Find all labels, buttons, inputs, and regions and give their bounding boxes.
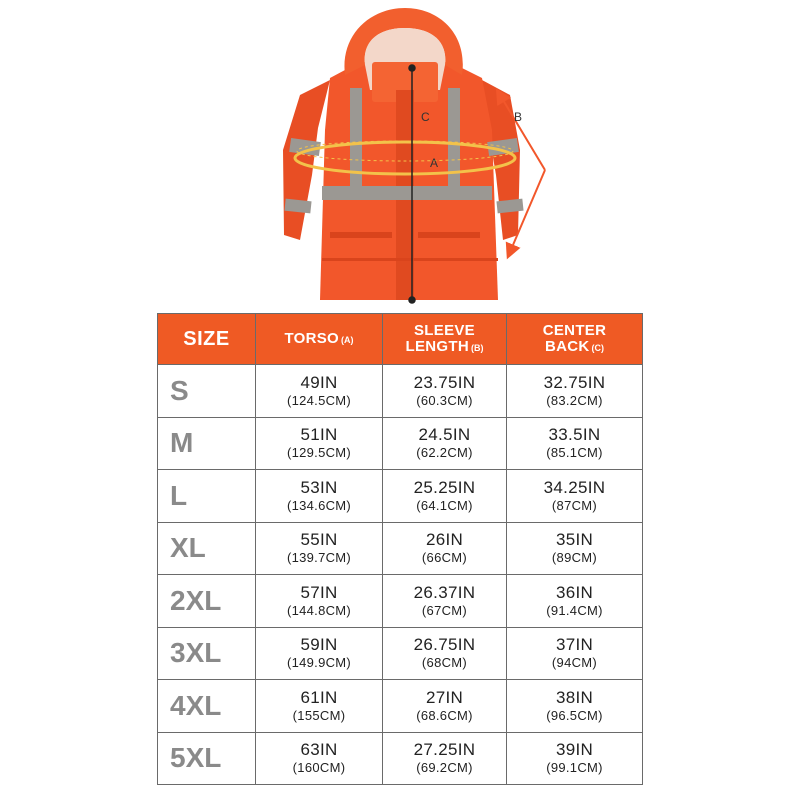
- torso-cm: (124.5CM): [286, 392, 352, 408]
- sleeve-cm: (64.1CM): [416, 497, 473, 513]
- table-header-row: [158, 314, 643, 365]
- torso-cm: (155CM): [292, 707, 346, 723]
- sleeve-cell: [383, 522, 507, 575]
- table-row: [158, 575, 643, 628]
- center-back-cm: (85.1CM): [546, 445, 603, 461]
- torso-cell: [256, 470, 383, 523]
- table-row: [158, 627, 643, 680]
- sleeve-cm: (60.3CM): [416, 392, 473, 408]
- torso-inches: 49IN: [300, 372, 338, 392]
- center-back-cell: [507, 680, 643, 733]
- sleeve-cell: [383, 417, 507, 470]
- torso-inches: 55IN: [300, 530, 338, 550]
- center-back-cell: [507, 365, 643, 418]
- center-back-cm: (89CM): [551, 550, 598, 566]
- center-back-inches: 36IN: [555, 582, 594, 602]
- center-back-cm: (91.4CM): [546, 602, 603, 618]
- center-back-cell: [507, 522, 643, 575]
- sleeve-inches: 27.25IN: [413, 740, 476, 760]
- label-c: C: [421, 110, 430, 124]
- torso-cm: (160CM): [292, 760, 346, 776]
- sleeve-inches: 23.75IN: [413, 372, 476, 392]
- sleeve-inches: 25.25IN: [413, 477, 476, 497]
- size-label: 5XL: [158, 732, 256, 785]
- center-back-cell: [507, 470, 643, 523]
- center-back-cell: [507, 417, 643, 470]
- label-b: B: [514, 110, 523, 124]
- size-label: 2XL: [158, 575, 256, 628]
- torso-cm: (139.7CM): [286, 550, 352, 566]
- torso-cell: [256, 522, 383, 575]
- size-label: 4XL: [158, 680, 256, 733]
- sleeve-inches: 26IN: [425, 530, 464, 550]
- torso-cell: [256, 732, 383, 785]
- torso-inches: 57IN: [300, 582, 338, 602]
- sleeve-cell: [383, 680, 507, 733]
- torso-cell: [256, 417, 383, 470]
- sleeve-cm: (69.2CM): [416, 760, 473, 776]
- center-back-inches: 33.5IN: [548, 425, 601, 445]
- center-back-inches: 35IN: [555, 530, 594, 550]
- header-sleeve-length: SLEEVE LENGTH (B): [383, 314, 507, 365]
- torso-cell: [256, 575, 383, 628]
- center-back-cm: (87CM): [551, 497, 598, 513]
- sleeve-cell: [383, 365, 507, 418]
- sleeve-cm: (62.2CM): [416, 445, 473, 461]
- torso-inches: 63IN: [300, 740, 338, 760]
- center-back-cm: (83.2CM): [546, 392, 603, 408]
- header-torso: TORSO (A): [256, 314, 383, 365]
- table-row: [158, 470, 643, 523]
- torso-cm: (134.6CM): [286, 497, 352, 513]
- size-label: XL: [158, 522, 256, 575]
- torso-cm: (129.5CM): [286, 445, 352, 461]
- table-row: [158, 417, 643, 470]
- jacket-body: [283, 8, 524, 300]
- center-back-inches: 38IN: [555, 687, 594, 707]
- center-back-cm: (99.1CM): [546, 760, 603, 776]
- size-label: S: [158, 365, 256, 418]
- label-a: A: [430, 156, 439, 170]
- table-row: [158, 365, 643, 418]
- jacket-diagram: [0, 0, 800, 315]
- sleeve-cm: (68.6CM): [416, 707, 473, 723]
- table-row: [158, 522, 643, 575]
- torso-inches: 53IN: [300, 477, 338, 497]
- torso-cell: [256, 680, 383, 733]
- sleeve-inches: 26.37IN: [413, 582, 476, 602]
- center-back-inches: 32.75IN: [543, 372, 606, 392]
- header-center-back: CENTER BACK (C): [507, 314, 643, 365]
- sleeve-cell: [383, 470, 507, 523]
- size-chart-table: [157, 313, 643, 785]
- sleeve-inches: 24.5IN: [418, 425, 471, 445]
- torso-cell: [256, 627, 383, 680]
- center-back-cm: (94CM): [551, 655, 598, 671]
- sleeve-cell: [383, 732, 507, 785]
- center-back-inches: 39IN: [555, 740, 594, 760]
- torso-cm: (144.8CM): [286, 602, 352, 618]
- center-back-cell: [507, 575, 643, 628]
- sleeve-cell: [383, 627, 507, 680]
- sleeve-cm: (68CM): [421, 655, 468, 671]
- table-row: [158, 680, 643, 733]
- torso-cm: (149.9CM): [286, 655, 352, 671]
- torso-inches: 51IN: [300, 425, 338, 445]
- header-size: SIZE: [158, 314, 256, 365]
- center-back-inches: 34.25IN: [543, 477, 606, 497]
- sleeve-cm: (67CM): [421, 602, 468, 618]
- torso-inches: 61IN: [300, 687, 338, 707]
- center-back-cell: [507, 627, 643, 680]
- center-back-inches: 37IN: [555, 635, 594, 655]
- table-row: [158, 732, 643, 785]
- size-label: L: [158, 470, 256, 523]
- sleeve-inches: 26.75IN: [413, 635, 476, 655]
- size-label: 3XL: [158, 627, 256, 680]
- sleeve-inches: 27IN: [425, 687, 464, 707]
- center-back-cell: [507, 732, 643, 785]
- sleeve-cell: [383, 575, 507, 628]
- size-label: M: [158, 417, 256, 470]
- torso-cell: [256, 365, 383, 418]
- torso-inches: 59IN: [300, 635, 338, 655]
- center-back-cm: (96.5CM): [546, 707, 603, 723]
- sleeve-cm: (66CM): [421, 550, 468, 566]
